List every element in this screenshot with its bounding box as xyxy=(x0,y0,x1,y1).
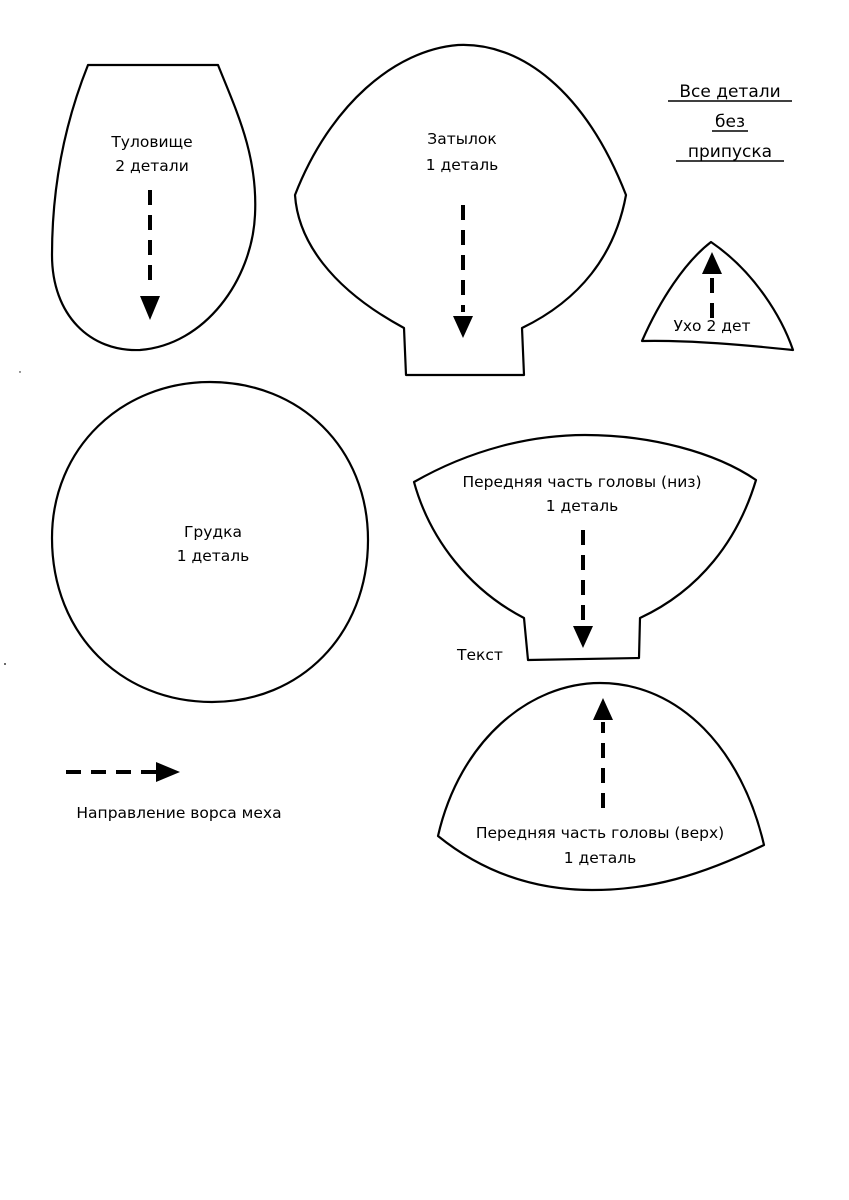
scan-speck xyxy=(19,371,20,372)
chest-name: Грудка xyxy=(183,523,243,541)
front-head-bottom-name: Передняя часть головы (низ) xyxy=(462,473,702,491)
back-head-name: Затылок xyxy=(427,130,497,148)
back-head-piece xyxy=(295,45,626,375)
ear-piece xyxy=(642,242,793,350)
fur-direction-legend xyxy=(66,762,282,822)
front-head-bottom-piece xyxy=(414,435,756,660)
front-head-bottom-count: 1 деталь xyxy=(545,497,619,515)
ear-label: Ухо 2 дет xyxy=(673,317,751,335)
scan-speck xyxy=(4,663,6,665)
chest-count: 1 деталь xyxy=(176,547,250,565)
front-head-top-name: Передняя часть головы (верх) xyxy=(475,824,725,842)
stray-text-label: Текст xyxy=(457,646,503,664)
body-count: 2 детали xyxy=(115,157,189,175)
legend-arrow-head xyxy=(156,762,180,782)
legend-label: Направление ворса меха xyxy=(76,804,282,822)
no-allowance-note xyxy=(668,82,792,162)
note-line-1: Все детали xyxy=(679,82,781,102)
body-piece xyxy=(52,65,255,350)
note-line-2: без xyxy=(715,112,745,132)
front-head-top-count: 1 деталь xyxy=(563,849,637,867)
chest-piece xyxy=(52,382,368,702)
front-head-top-piece xyxy=(438,683,764,890)
chest-outline xyxy=(52,382,368,702)
body-name: Туловище xyxy=(111,133,193,151)
note-line-3: припуска xyxy=(687,142,773,162)
back-head-count: 1 деталь xyxy=(425,156,499,174)
